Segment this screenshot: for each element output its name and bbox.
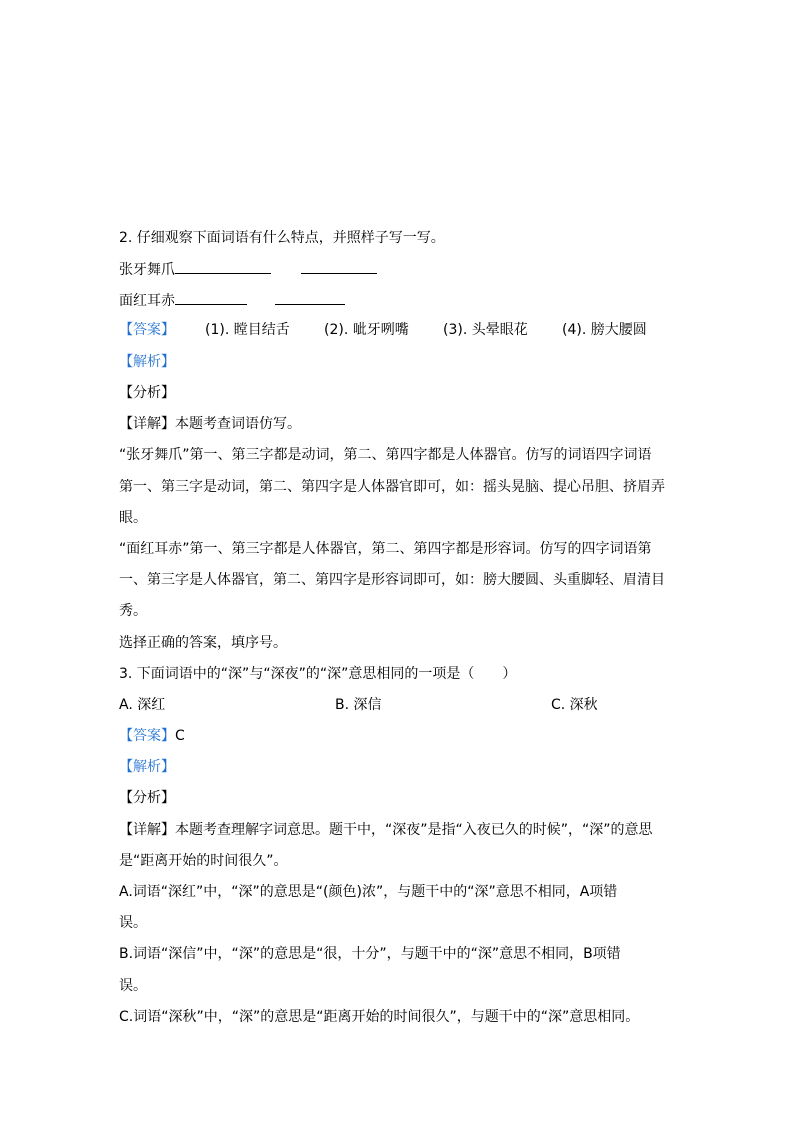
q3-a-line1: A.词语“深红”中，“深”的意思是“(颜色)浓”，与题干中的“深”意思不相同，A项错 bbox=[119, 884, 618, 900]
q3-title: 3. 下面词语中的“深”与“深夜”的“深”意思相同的一项是（ ） bbox=[119, 666, 517, 682]
q3-a-line2: 误。 bbox=[119, 915, 147, 931]
q2-answer-1: (1). 瞠目结舌 bbox=[205, 322, 290, 338]
q3-b-line2: 误。 bbox=[119, 978, 147, 994]
q3-b-line1: B.词语“深信”中，“深”的意思是“很，十分”，与题干中的“深”意思不相同，B项错 bbox=[119, 946, 621, 962]
q2-p1-line3: 眼。 bbox=[119, 510, 147, 526]
q2-p2-line3: 秀。 bbox=[119, 603, 147, 619]
q2-row1-word: 张牙舞爪 bbox=[119, 262, 175, 278]
q3-jiexi-label: 【解析】 bbox=[119, 759, 175, 775]
q2-blank-3[interactable] bbox=[175, 290, 247, 305]
q2-answer-label: 【答案】 bbox=[119, 322, 175, 338]
q2-row1 bbox=[119, 259, 377, 280]
q2-answer-line bbox=[119, 320, 647, 340]
q2-blank-1[interactable] bbox=[175, 259, 271, 274]
q3-option-b[interactable]: B. 深信 bbox=[335, 697, 382, 713]
q2-p2-line1: “面红耳赤”第一、第三字都是人体器官，第二、第四字都是形容词。仿写的四字词语第 bbox=[119, 541, 652, 557]
q2-xiangjie-label: 【详解】 bbox=[119, 416, 175, 432]
q2-fenxi-label: 【分析】 bbox=[119, 385, 175, 401]
q2-title: 2. 仔细观察下面词语有什么特点，并照样子写一写。 bbox=[119, 230, 445, 246]
q2-closing: 选择正确的答案，填序号。 bbox=[119, 635, 287, 651]
q3-answer-line bbox=[119, 726, 185, 746]
q3-fenxi-label: 【分析】 bbox=[119, 790, 175, 806]
q2-answer-4: (4). 膀大腰圆 bbox=[562, 322, 647, 338]
q3-xiangjie bbox=[119, 820, 653, 840]
q3-option-a[interactable]: A. 深红 bbox=[119, 697, 166, 713]
q3-xiangjie-label: 【详解】 bbox=[119, 822, 175, 838]
q2-row2 bbox=[119, 290, 345, 311]
q2-xiangjie bbox=[119, 414, 301, 434]
q2-xiangjie-text: 本题考查词语仿写。 bbox=[175, 416, 301, 432]
q2-blank-4[interactable] bbox=[275, 290, 345, 305]
q3-c-line: C.词语“深秋”中，“深”的意思是“距离开始的时间很久”，与题干中的“深”意思相同。 bbox=[119, 1009, 640, 1025]
q3-option-c[interactable]: C. 深秋 bbox=[551, 697, 598, 713]
q2-p2-line2: 一、第三字是人体器官，第二、第四字是形容词即可，如：膀大腰圆、头重脚轻、眉清目 bbox=[119, 572, 665, 588]
q3-xiangjie-line1: 本题考查理解字词意思。题干中，“深夜”是指“入夜已久的时候”，“深”的意思 bbox=[175, 822, 653, 838]
q2-answer-2: (2). 呲牙咧嘴 bbox=[324, 322, 409, 338]
q2-jiexi-label: 【解析】 bbox=[119, 354, 175, 370]
q2-row2-word: 面红耳赤 bbox=[119, 293, 175, 309]
q3-answer-label: 【答案】 bbox=[119, 728, 175, 744]
q3-answer-value: C bbox=[175, 728, 185, 744]
q3-xiangjie-line2: 是“距离开始的时间很久”。 bbox=[119, 853, 288, 869]
q2-blank-2[interactable] bbox=[301, 259, 377, 274]
q2-p1-line2: 第一、第三字是动词，第二、第四字是人体器官即可，如：摇头晃脑、提心吊胆、挤眉弄 bbox=[119, 479, 665, 495]
q2-answer-3: (3). 头晕眼花 bbox=[443, 322, 528, 338]
q2-p1-line1: “张牙舞爪”第一、第三字都是动词，第二、第四字都是人体器官。仿写的词语四字词语 bbox=[119, 447, 652, 463]
